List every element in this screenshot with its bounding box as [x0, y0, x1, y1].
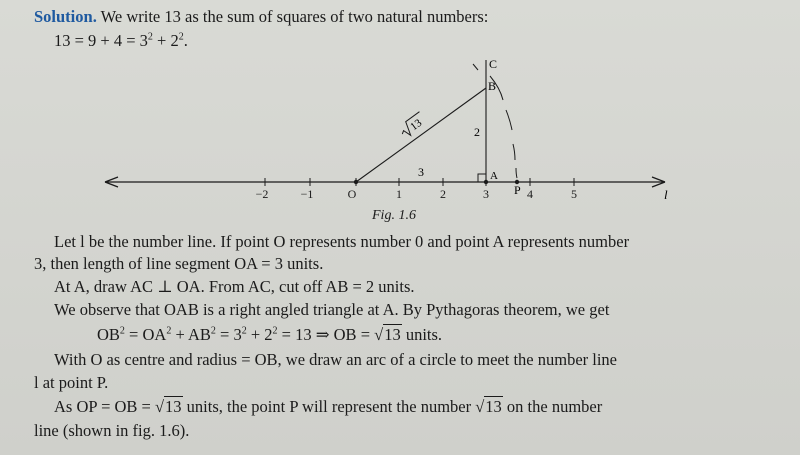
- eq-part: = 13 ⇒ OB =: [277, 325, 375, 344]
- eq-part: + AB: [171, 325, 211, 344]
- tick-label: 5: [571, 187, 577, 201]
- eq-exponent: 2: [272, 325, 278, 337]
- para-line: With O as centre and radius = OB, we draw an arc of a circle to meet the number line: [54, 350, 618, 369]
- para-text: on the number: [502, 397, 603, 416]
- eq-exponent: 2: [241, 325, 247, 337]
- arc-start-mark: [473, 64, 478, 70]
- height-length-label: 2: [474, 125, 480, 139]
- eq-part: + 2: [152, 31, 179, 50]
- figure-number-line: [0, 48, 800, 263]
- eq-part: = 3: [215, 325, 242, 344]
- point-C-label: C: [489, 57, 498, 71]
- tick-label: −2: [255, 187, 269, 201]
- radicand: 13: [384, 325, 401, 344]
- tick-label: −1: [300, 187, 314, 201]
- eq-part: 13 = 9 + 4 = 3: [54, 31, 148, 50]
- eq-part: .: [183, 31, 188, 50]
- para-line: Let l be the number line. If point O represents number 0 and point A represents number: [54, 232, 630, 251]
- para-text: units, the point P will represent the number: [182, 397, 476, 416]
- para-line: At A, draw AC ⊥ OA. From AC, cut off AB = 2 units.: [54, 277, 415, 296]
- pythagoras-equation: [97, 325, 442, 345]
- point-A-label: A: [490, 170, 498, 182]
- sqrt-13: √13: [154, 397, 182, 416]
- sqrt-13: √13: [374, 325, 401, 344]
- para-line: We observe that OAB is a right angled triangle at A. By Pythagoras theorem, we get: [54, 300, 610, 319]
- eq-part: units.: [401, 325, 443, 344]
- point-P-label: P: [514, 183, 521, 197]
- sqrt-13: √13: [475, 397, 502, 416]
- tick-label: 3: [483, 187, 489, 201]
- para-line: [54, 397, 602, 417]
- tick-label: 4: [527, 187, 533, 201]
- eq-exponent: 2: [147, 31, 153, 43]
- eq-exponent: 2: [210, 325, 216, 337]
- radicand: 13: [165, 397, 182, 416]
- para-line: l at point P.: [34, 373, 109, 392]
- para-text: As OP = OB =: [54, 397, 155, 416]
- solution-intro-text: We write 13 as the sum of squares of two natural numbers:: [96, 7, 489, 26]
- eq-part: OB: [97, 325, 120, 344]
- solution-label: Solution.: [34, 7, 97, 26]
- eq-part: + 2: [246, 325, 273, 344]
- hypotenuse-sqrt13-label: [398, 112, 429, 140]
- eq-exponent: 2: [178, 31, 184, 43]
- tick-label: 2: [440, 187, 446, 201]
- base-length-label: 3: [418, 165, 424, 179]
- hyp-length-label: 13: [408, 117, 425, 134]
- figure-caption: Fig. 1.6: [372, 208, 416, 223]
- para-line: line (shown in fig. 1.6).: [34, 421, 190, 440]
- eq-part: = OA: [124, 325, 167, 344]
- tick-label: O: [347, 187, 357, 201]
- para-line: 3, then length of line segment OA = 3 units.: [34, 254, 324, 273]
- radicand: 13: [485, 397, 502, 416]
- eq-exponent: 2: [119, 325, 125, 337]
- tick-label: 1: [396, 187, 402, 201]
- number-line-label: l: [664, 187, 668, 202]
- solution-heading: [34, 7, 488, 27]
- point-B-label: B: [488, 79, 497, 93]
- eq-exponent: 2: [166, 325, 172, 337]
